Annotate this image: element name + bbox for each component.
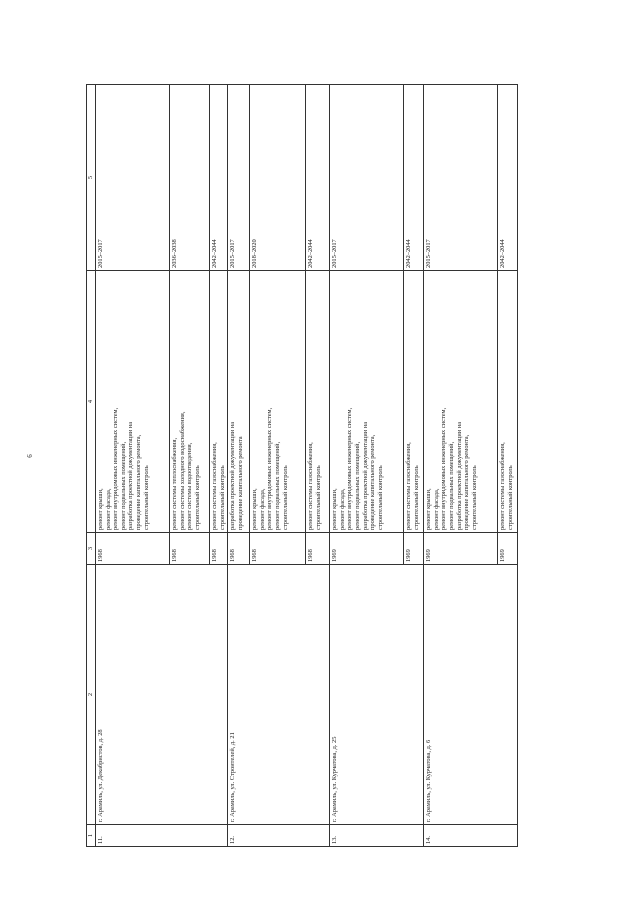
header-cell-4: 4 (87, 271, 96, 533)
works-cell: ремонт крыши, ремонт фасада, ремонт внутридомовых инженерных систем, ремонт подвальных помещений, разработка проектной документации на проведение капитального ремонта, строительный контроль (424, 271, 498, 533)
period-cell: 2036–2038 (170, 85, 210, 271)
period-cell: 2042–2044 (210, 85, 228, 271)
works-cell: ремонт системы газоснабжения, строительный контроль (404, 271, 424, 533)
period-cell: 2015–2017 (330, 85, 404, 271)
address-cell: г. Арамиль, ул. Строителей, д. 21 (228, 565, 330, 825)
header-cell-2: 2 (87, 565, 96, 825)
period-cell: 2042–2044 (498, 85, 518, 271)
works-cell: разработка проектной документации на проведение капитального ремонта (228, 271, 250, 533)
address-cell: г. Арамиль, ул. Курчатова, д. 6 (424, 565, 518, 825)
works-cell: ремонт крыши, ремонт фасада, ремонт внутридомовых инженерных систем, ремонт подвальных помещений, разработка проектной документации на проведение капитального ремонта, строительный контроль (330, 271, 404, 533)
period-cell: 2015–2017 (96, 85, 170, 271)
row-number: 12. (228, 825, 330, 847)
header-cell-1: 1 (87, 825, 96, 847)
year-cell: 1968 (228, 533, 250, 565)
works-cell: ремонт системы теплоснабжения, ремонт системы холодного водоснабжения, ремонт системы водоотведения, строительный контроль (170, 271, 210, 533)
works-cell: ремонт системы газоснабжения, строительный контроль (498, 271, 518, 533)
table-row (330, 85, 404, 847)
table-body (87, 85, 518, 847)
year-cell: 1968 (210, 533, 228, 565)
works-cell: ремонт крыши, ремонт фасада, ремонт внутридомовых инженерных систем, ремонт подвальных помещений, разработка проектной документации на проведение капитального ремонта, строительный контроль (96, 271, 170, 533)
row-number: 13. (330, 825, 424, 847)
header-cell-3: 3 (87, 533, 96, 565)
year-cell: 1969 (498, 533, 518, 565)
page-number: 6 (26, 454, 34, 458)
year-cell: 1968 (96, 533, 170, 565)
year-cell: 1969 (424, 533, 498, 565)
works-cell: ремонт системы газоснабжения, строительный контроль (210, 271, 228, 533)
table-row (228, 85, 250, 847)
works-cell: ремонт крыши, ремонт фасада, ремонт внутридомовых инженерных систем, ремонт подвальных помещений, строительный контроль (250, 271, 306, 533)
year-cell: 1969 (404, 533, 424, 565)
header-row (87, 85, 96, 847)
capital-repair-table (86, 84, 518, 847)
rotated-table-frame (86, 85, 600, 847)
period-cell: 2018–2020 (250, 85, 306, 271)
table-row (96, 85, 170, 847)
period-cell: 2015–2017 (424, 85, 498, 271)
year-cell: 1968 (306, 533, 330, 565)
period-cell: 2015–2017 (228, 85, 250, 271)
year-cell: 1968 (250, 533, 306, 565)
address-cell: г. Арамиль, ул. Декабристов, д. 28 (96, 565, 228, 825)
address-cell: г. Арамиль, ул. Курчатова, д. 25 (330, 565, 424, 825)
works-cell: ремонт системы газоснабжения, строительный контроль (306, 271, 330, 533)
header-cell-5: 5 (87, 85, 96, 271)
year-cell: 1968 (170, 533, 210, 565)
period-cell: 2042–2044 (306, 85, 330, 271)
row-number: 14. (424, 825, 518, 847)
row-number: 11. (96, 825, 228, 847)
table-row (424, 85, 498, 847)
period-cell: 2042–2044 (404, 85, 424, 271)
year-cell: 1969 (330, 533, 404, 565)
